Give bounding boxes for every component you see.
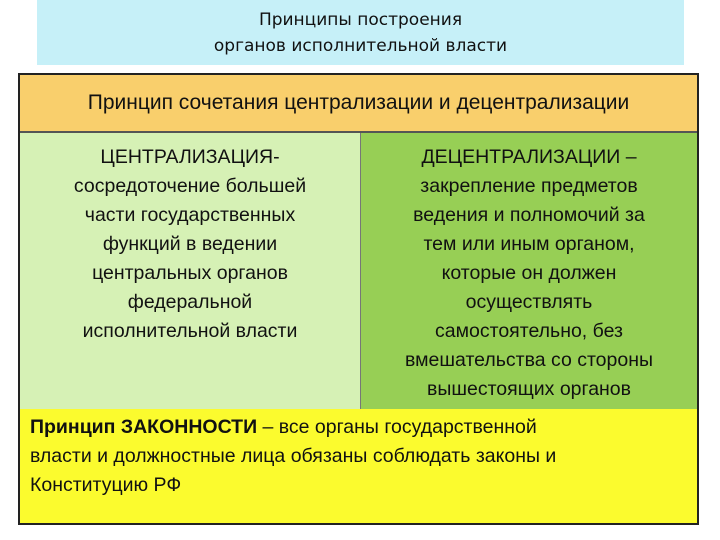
centralization-line: федеральной bbox=[127, 291, 253, 313]
title-banner bbox=[37, 0, 684, 65]
legality-line-3: Конституцию РФ bbox=[30, 474, 182, 496]
legality-label: Принцип ЗАКОННОСТИ bbox=[30, 416, 258, 438]
centralization-line: части государственных bbox=[84, 204, 296, 226]
title-line-2: органов исполнительной власти bbox=[213, 35, 508, 56]
centralization-column bbox=[20, 133, 361, 409]
legality-line-1 bbox=[30, 413, 687, 442]
decentralization-line: самостоятельно, без bbox=[435, 320, 623, 342]
centralization-line: центральных органов bbox=[92, 262, 288, 284]
centralization-heading: ЦЕНТРАЛИЗАЦИЯ- bbox=[100, 146, 280, 168]
legality-text: – все органы государственной bbox=[257, 416, 537, 438]
centralization-line: исполнительной власти bbox=[82, 320, 298, 342]
decentralization-line: ведения и полномочий за bbox=[413, 204, 645, 226]
decentralization-line: тем или иным органом, bbox=[423, 233, 635, 255]
decentralization-line: закрепление предметов bbox=[420, 175, 638, 197]
legality-principle-box bbox=[20, 409, 697, 523]
title-line-1: Принципы построения bbox=[258, 9, 463, 30]
decentralization-line: вмешательства со стороны bbox=[405, 349, 653, 371]
principle-header: Принцип сочетания централизации и децентрализации bbox=[20, 75, 697, 133]
decentralization-heading: ДЕЦЕНТРАЛИЗАЦИИ – bbox=[421, 146, 637, 168]
centralization-line: сосредоточение большей bbox=[73, 175, 307, 197]
decentralization-line: осуществлять bbox=[465, 291, 593, 313]
decentralization-column bbox=[361, 133, 697, 409]
decentralization-line: вышестоящих органов bbox=[426, 378, 632, 400]
centralization-line: функций в ведении bbox=[102, 233, 278, 255]
principles-frame bbox=[18, 73, 699, 525]
legality-line-2: власти и должностные лица обязаны соблюдать законы и bbox=[30, 445, 557, 467]
decentralization-line: которые он должен bbox=[441, 262, 617, 284]
